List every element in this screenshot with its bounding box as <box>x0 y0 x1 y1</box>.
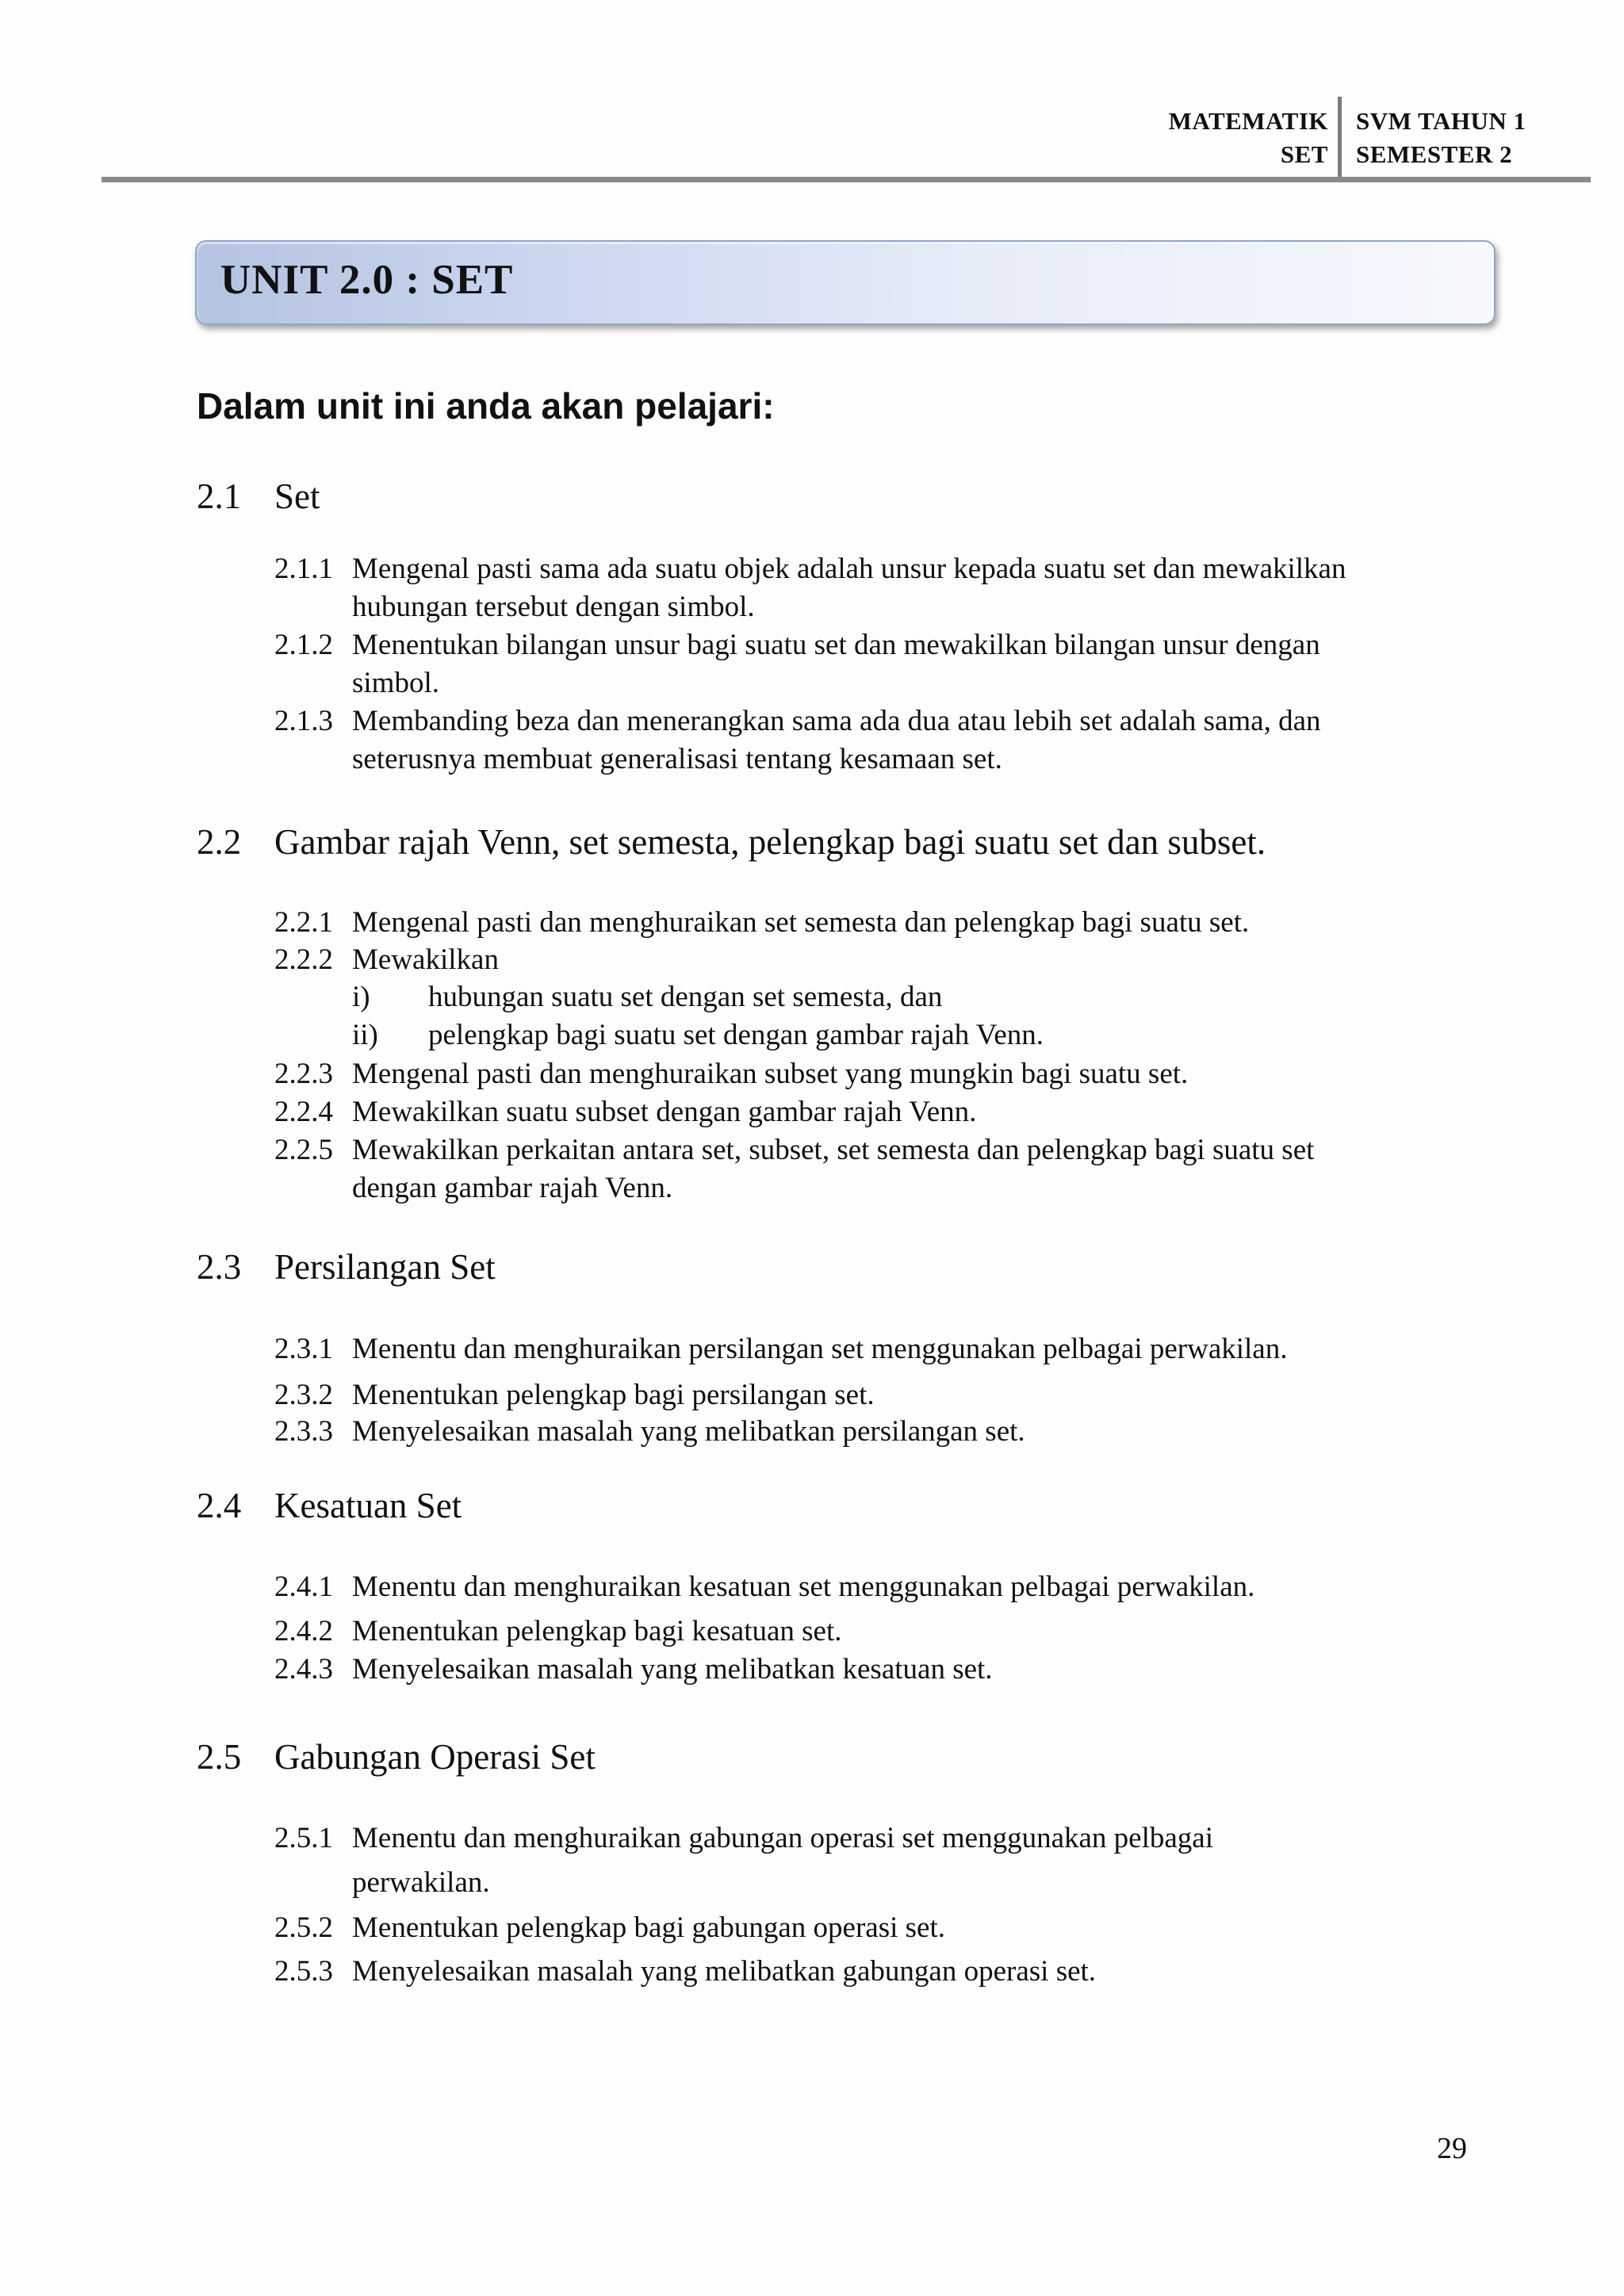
item-text: Menentukan pelengkap bagi kesatuan set. <box>352 1615 842 1647</box>
item-text: pelengkap bagi suatu set dengan gambar rajah Venn. <box>428 1019 1044 1051</box>
item-number: i) <box>352 981 370 1013</box>
section-number: 2.2 <box>197 822 242 862</box>
item-2-5-2 <box>274 1909 1464 1947</box>
item-number: 2.4.3 <box>274 1653 333 1686</box>
item-text: Mewakilkan perkaitan antara set, subset, set semesta dan pelengkap bagi suatu set <box>352 1134 1315 1166</box>
item-text-cont: dengan gambar rajah Venn. <box>352 1172 673 1204</box>
section-2-1 <box>197 476 320 517</box>
item-text: Menentukan pelengkap bagi gabungan operasi set. <box>352 1911 945 1944</box>
unit-banner <box>195 240 1496 325</box>
item-2-2-2-ii <box>352 1018 1044 1052</box>
header-course-line1: SVM TAHUN 1 <box>1356 107 1526 135</box>
item-number: 2.5.3 <box>274 1955 333 1988</box>
item-number: 2.3.1 <box>274 1333 333 1365</box>
section-2-3 <box>197 1246 496 1288</box>
item-text: Menentu dan menghuraikan gabungan operasi set menggunakan pelbagai <box>352 1822 1214 1854</box>
item-text: hubungan suatu set dengan set semesta, dan <box>428 981 943 1013</box>
section-2-2 <box>197 821 1266 863</box>
item-2-5-1 <box>274 1820 1464 1902</box>
section-number: 2.4 <box>197 1486 242 1525</box>
item-number: 2.3.2 <box>274 1379 333 1411</box>
item-2-1-1 <box>274 550 1464 626</box>
item-number: 2.2.3 <box>274 1058 333 1090</box>
item-2-2-5 <box>274 1131 1464 1207</box>
item-number: 2.2.2 <box>274 943 333 976</box>
section-number: 2.5 <box>197 1737 242 1777</box>
item-number: 2.5.2 <box>274 1911 333 1944</box>
item-text: Menentukan pelengkap bagi persilangan set. <box>352 1379 875 1411</box>
section-title: Persilangan Set <box>274 1247 496 1287</box>
item-number: 2.5.1 <box>274 1822 333 1854</box>
item-number: 2.1.3 <box>274 705 333 737</box>
item-2-1-3 <box>274 702 1464 779</box>
header-subject-line1: MATEMATIK <box>1168 107 1328 135</box>
header-subject <box>1169 105 1328 171</box>
item-text: Mewakilkan suatu subset dengan gambar rajah Venn. <box>352 1096 977 1128</box>
header-course <box>1356 105 1526 171</box>
item-number: 2.3.3 <box>274 1415 333 1448</box>
item-2-4-3 <box>274 1651 1464 1689</box>
item-2-2-3 <box>274 1055 1464 1093</box>
item-2-3-3 <box>274 1413 1464 1451</box>
section-title: Kesatuan Set <box>274 1486 462 1525</box>
item-text-cont: seterusnya membuat generalisasi tentang kesamaan set. <box>352 743 1002 775</box>
item-2-2-2-i <box>352 980 942 1014</box>
item-text-cont: perwakilan. <box>352 1866 490 1899</box>
item-text: Membanding beza dan menerangkan sama ada dua atau lebih set adalah sama, dan <box>352 705 1321 737</box>
header-rule <box>102 177 1591 182</box>
section-title: Gambar rajah Venn, set semesta, pelengkap bagi suatu set dan subset. <box>274 822 1266 862</box>
item-2-3-2 <box>274 1376 1464 1414</box>
section-2-4 <box>197 1485 462 1526</box>
item-number: 2.2.1 <box>274 906 333 939</box>
item-text: Menyelesaikan masalah yang melibatkan persilangan set. <box>352 1415 1025 1448</box>
header-divider <box>1338 97 1342 179</box>
item-2-4-2 <box>274 1613 1464 1651</box>
intro-heading: Dalam unit ini anda akan pelajari: <box>197 385 775 427</box>
item-2-2-1 <box>274 904 1464 942</box>
item-text-cont: hubungan tersebut dengan simbol. <box>352 591 755 623</box>
item-number: 2.1.2 <box>274 629 333 661</box>
item-2-3-1 <box>274 1330 1464 1368</box>
header-course-line2: SEMESTER 2 <box>1356 140 1513 168</box>
item-text: Menentukan bilangan unsur bagi suatu set dan mewakilkan bilangan unsur dengan <box>352 629 1320 661</box>
item-text: Menyelesaikan masalah yang melibatkan kesatuan set. <box>352 1653 993 1686</box>
item-2-2-4 <box>274 1093 1464 1131</box>
section-number: 2.3 <box>197 1247 242 1287</box>
unit-title: UNIT 2.0 : SET <box>220 257 514 303</box>
item-text: Mengenal pasti dan menghuraikan set semesta dan pelengkap bagi suatu set. <box>352 906 1250 939</box>
section-2-5 <box>197 1736 596 1777</box>
item-number: 2.2.5 <box>274 1134 333 1166</box>
item-text: Mengenal pasti dan menghuraikan subset yang mungkin bagi suatu set. <box>352 1058 1189 1090</box>
item-2-1-2 <box>274 626 1464 702</box>
item-2-4-1 <box>274 1568 1464 1606</box>
item-text: Menyelesaikan masalah yang melibatkan gabungan operasi set. <box>352 1955 1097 1988</box>
item-number: 2.4.1 <box>274 1571 333 1603</box>
item-number: 2.2.4 <box>274 1096 333 1128</box>
item-number: 2.1.1 <box>274 553 333 585</box>
item-text: Menentu dan menghuraikan persilangan set menggunakan pelbagai perwakilan. <box>352 1333 1288 1365</box>
item-text-cont: simbol. <box>352 667 439 699</box>
section-number: 2.1 <box>197 476 242 516</box>
section-title: Set <box>274 476 320 516</box>
item-2-5-3 <box>274 1953 1464 1991</box>
item-number: 2.4.2 <box>274 1615 333 1647</box>
item-2-2-2 <box>274 941 1464 979</box>
item-text: Mengenal pasti sama ada suatu objek adalah unsur kepada suatu set dan mewakilkan <box>352 553 1346 585</box>
item-number: ii) <box>352 1019 378 1051</box>
header-subject-line2: SET <box>1280 140 1328 168</box>
item-text: Mewakilkan <box>352 943 499 976</box>
page-number: 29 <box>1437 2132 1467 2165</box>
item-text: Menentu dan menghuraikan kesatuan set menggunakan pelbagai perwakilan. <box>352 1571 1255 1603</box>
section-title: Gabungan Operasi Set <box>274 1737 596 1777</box>
